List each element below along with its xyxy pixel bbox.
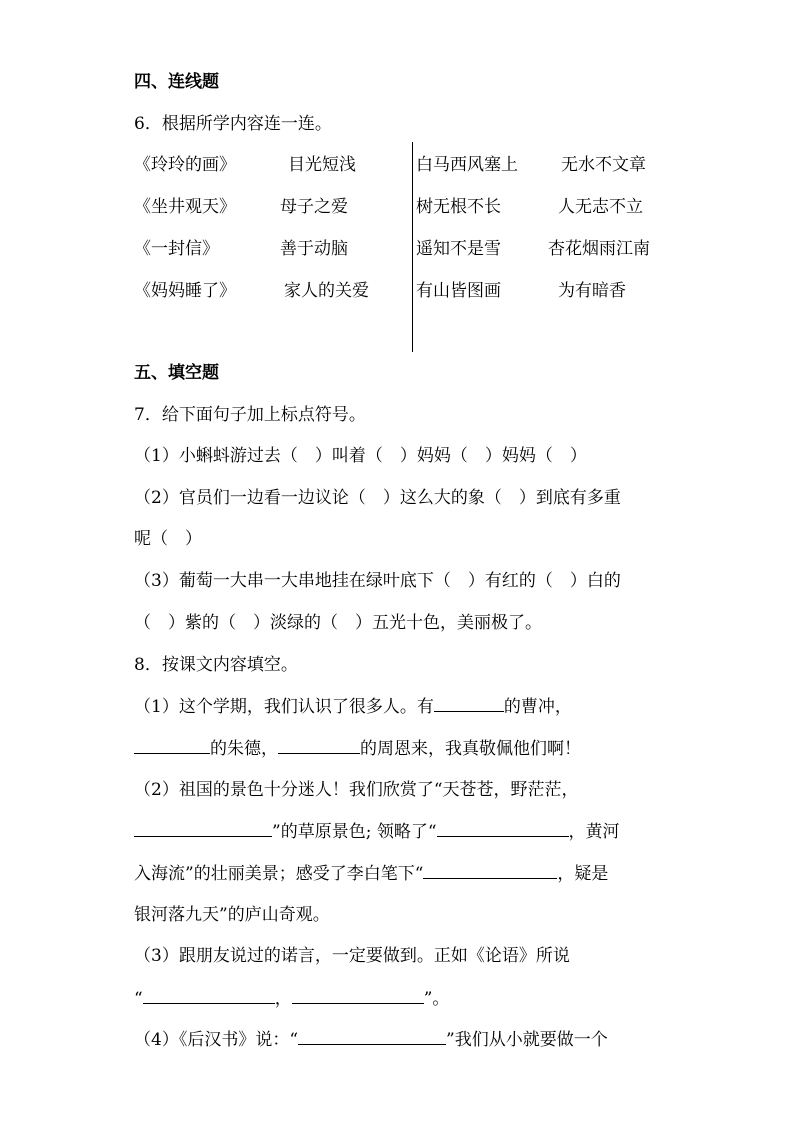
blank[interactable]: [437, 820, 569, 837]
book-2: 《坐井观天》: [134, 197, 236, 217]
question-8-4-line1: [134, 1028, 608, 1051]
question-7-3-line1: （3）葡萄一大串一大串地挂在绿叶底下（ ）有红的（ ）白的: [134, 571, 621, 591]
text: 的周恩来，我真敬佩他们啊！: [360, 739, 581, 759]
blank[interactable]: [434, 695, 504, 712]
poem-second-4: 为有暗香: [558, 281, 626, 301]
blank[interactable]: [134, 820, 272, 837]
text: ，: [274, 989, 292, 1009]
book-3: 《一封信》: [134, 239, 219, 259]
section4-title: 四、连线题: [134, 72, 219, 92]
blank[interactable]: [143, 987, 275, 1004]
question-8-2-line4: 银河落九天”的庐山奇观。: [134, 905, 330, 925]
question-8-1-line1: [134, 695, 572, 718]
poem-first-3: 遥知不是雪: [416, 239, 501, 259]
poem-first-1: 白马西风塞上: [416, 155, 518, 175]
blank[interactable]: [292, 987, 424, 1004]
poem-first-2: 树无根不长: [416, 197, 501, 217]
question-7-3-line2: （ ）紫的（ ）淡绿的（ ）五光十色，美丽极了。: [134, 613, 542, 633]
column-divider: [412, 142, 413, 352]
question-7-2-line2: 呢（ ）: [134, 529, 202, 549]
poem-second-1: 无水不文章: [561, 155, 646, 175]
question-7-2-line1: （2）官员们一边看一边议论（ ）这么大的象（ ）到底有多重: [134, 488, 621, 508]
text: ，黄河: [568, 822, 620, 842]
blank[interactable]: [134, 737, 210, 754]
question-8-3-line1: （3）跟朋友说过的诺言，一定要做到。正如《论语》所说: [134, 946, 570, 966]
theme-2: 母子之爱: [280, 197, 348, 217]
section5-title: 五、填空题: [134, 363, 219, 383]
question-8-1-line2: [134, 737, 581, 760]
text: ”我们从小就要做一个: [446, 1030, 608, 1050]
text: （4）《后汉书》说：“: [134, 1030, 299, 1050]
theme-3: 善于动脑: [280, 239, 348, 259]
theme-4: 家人的关爱: [284, 281, 369, 301]
text: （1）这个学期，我们认识了很多人。有: [134, 697, 434, 717]
question-7: 7．给下面句子加上标点符号。: [134, 405, 366, 425]
text: ”。: [423, 989, 450, 1009]
text: ”的草原景色; 领略了“: [272, 822, 437, 842]
book-4: 《妈妈睡了》: [134, 281, 236, 301]
question-8-2-line1: （2）祖国的景色十分迷人！我们欣赏了“天苍苍，野茫茫，: [134, 780, 579, 800]
book-1: 《玲玲的画》: [134, 155, 236, 175]
blank[interactable]: [423, 862, 557, 879]
text: 的曹冲，: [503, 697, 572, 717]
blank[interactable]: [278, 737, 360, 754]
question-7-1: （1）小蝌蚪游过去（ ）叫着（ ）妈妈（ ）妈妈（ ）: [134, 446, 587, 466]
text: ，疑是: [557, 864, 609, 884]
text: 入海流”的壮丽美景；感受了李白笔下“: [134, 864, 424, 884]
question-8-2-line3: [134, 862, 608, 885]
question-8-3-line2: [134, 987, 449, 1010]
poem-second-3: 杏花烟雨江南: [548, 239, 650, 259]
text: “: [134, 989, 143, 1009]
theme-1: 目光短浅: [288, 155, 356, 175]
question-8: 8．按课文内容填空。: [134, 655, 298, 675]
poem-second-2: 人无志不立: [558, 197, 643, 217]
question-8-2-line2: [134, 820, 620, 843]
question-6: 6．根据所学内容连一连。: [134, 114, 332, 134]
blank[interactable]: [298, 1028, 446, 1045]
text: 的朱德，: [210, 739, 278, 759]
poem-first-4: 有山皆图画: [416, 281, 501, 301]
